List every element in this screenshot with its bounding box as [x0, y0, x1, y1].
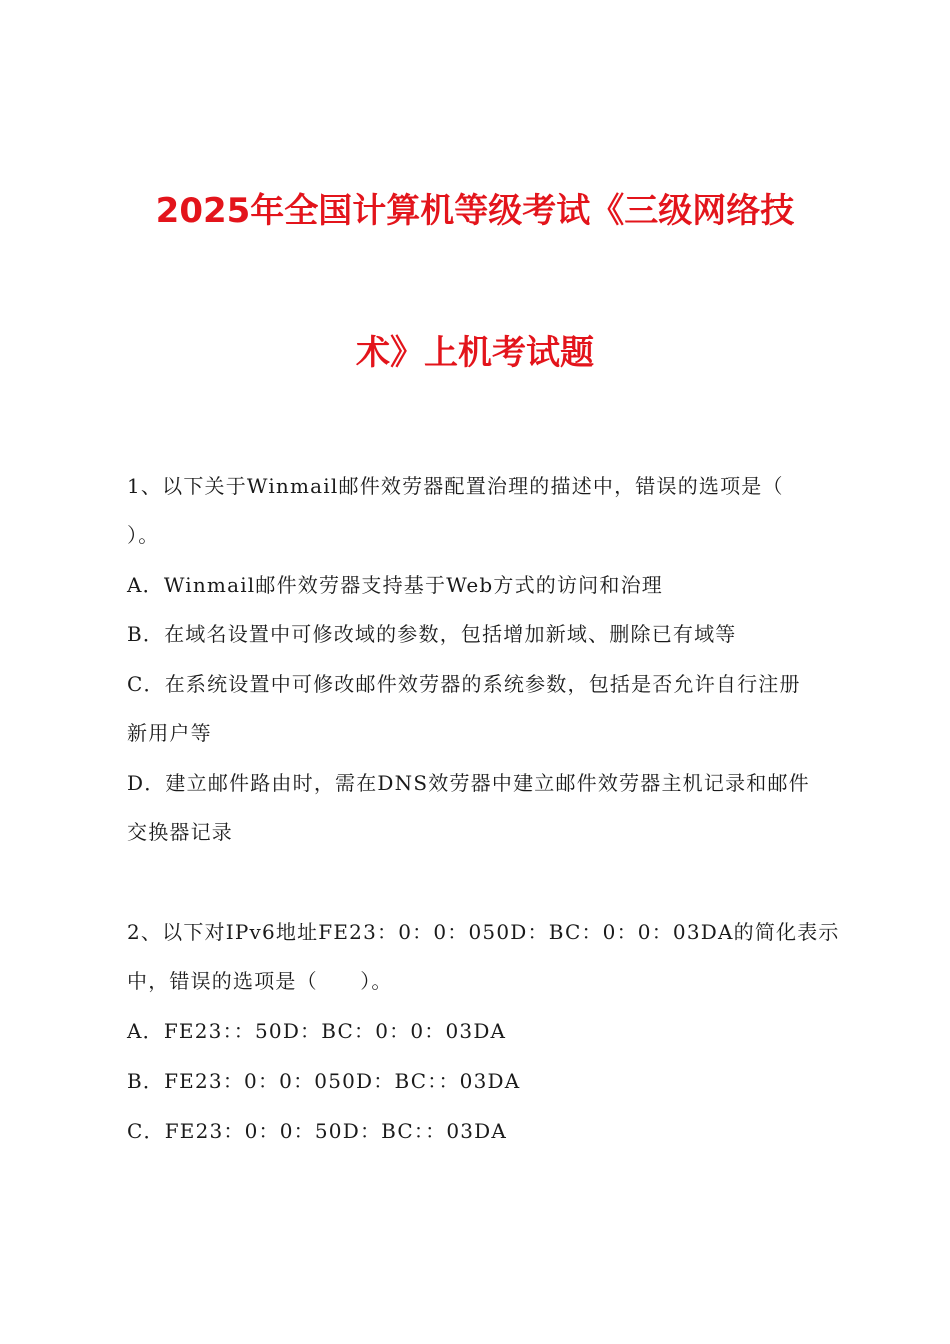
question-1-option-a: A．Winmail邮件效劳器支持基于Web方式的访问和治理 — [127, 573, 663, 597]
question-2-stem-line-2: 中，错误的选项是（ ）。 — [127, 969, 393, 993]
question-1-stem-line-2: ）。 — [127, 523, 160, 547]
question-1-option-d-line-2: 交换器记录 — [127, 820, 233, 844]
document-title-line-2: 术》上机考试题 — [356, 333, 594, 373]
question-2-stem-line-1: 2、以下对IPv6地址FE23：0：0：050D：BC：0：0：03DA的简化表示 — [127, 920, 840, 944]
question-1-option-d-line-1: D．建立邮件路由时，需在DNS效劳器中建立邮件效劳器主机记录和邮件 — [127, 771, 810, 795]
question-1-option-c-line-2: 新用户等 — [127, 721, 212, 745]
question-2-option-a: A．FE23：：50D：BC：0：0：03DA — [127, 1019, 507, 1043]
document-title-line-1: 2025年全国计算机等级考试《三级网络技 — [155, 191, 795, 231]
question-2-option-b: B．FE23：0：0：050D：BC：：03DA — [127, 1069, 521, 1093]
question-1-stem-line-1: 1、以下关于Winmail邮件效劳器配置治理的描述中，错误的选项是（ — [127, 474, 784, 498]
question-2-option-c: C．FE23：0：0：50D：BC：：03DA — [127, 1119, 508, 1143]
question-1-option-c-line-1: C．在系统设置中可修改邮件效劳器的系统参数，包括是否允许自行注册 — [127, 672, 801, 696]
question-1-option-b: B．在域名设置中可修改域的参数，包括增加新域、删除已有域等 — [127, 622, 737, 646]
